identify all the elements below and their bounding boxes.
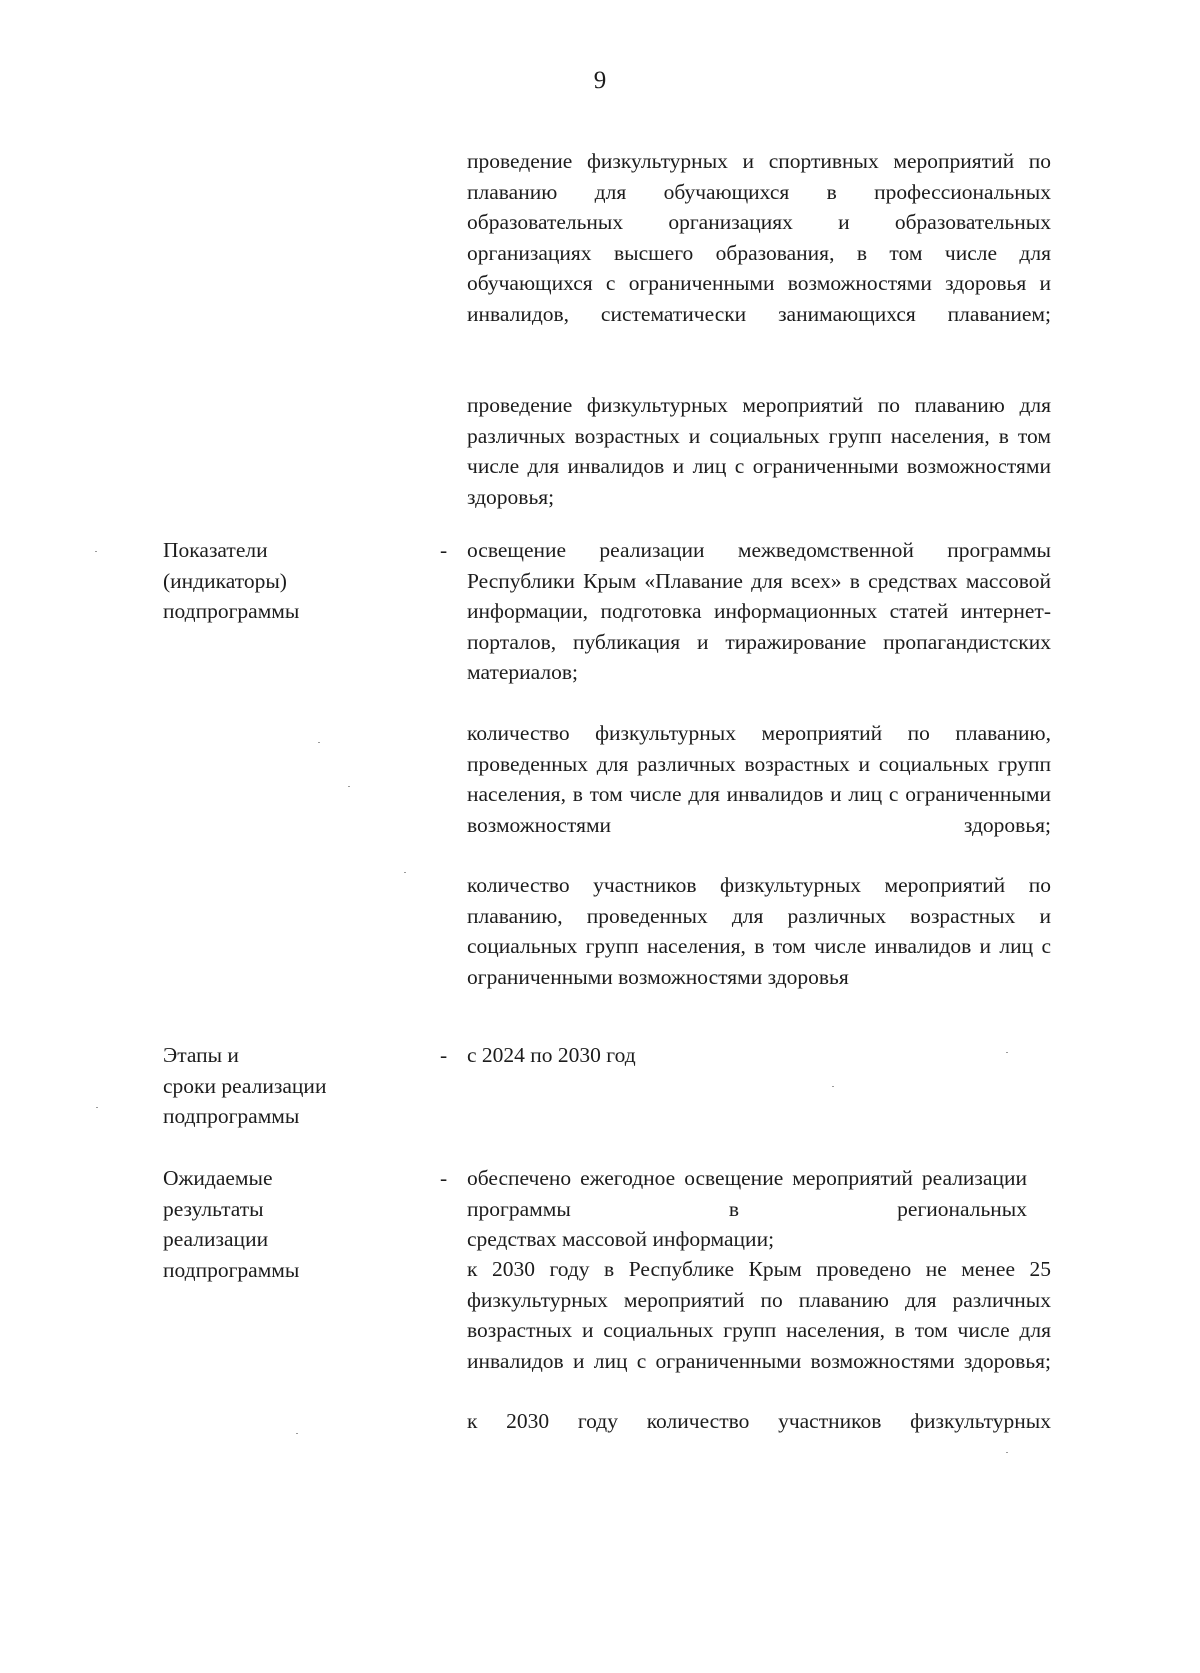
paragraph-annual-coverage: обеспечено ежегодное освещение мероприятий реализации программы в региональных xyxy=(467,1166,1027,1221)
term-line: Показатели xyxy=(163,538,268,562)
page-number: 9 xyxy=(593,67,607,94)
paragraph-participants-count: количество участников физкультурных мероприятий по плаванию, проведенных для различных возрастных и социальных групп населения, в том числе инвалидов и лиц с ограниченными возможностями здоровья xyxy=(467,873,1051,989)
scan-speck xyxy=(404,872,406,873)
scan-speck xyxy=(1006,1452,1008,1453)
scan-speck xyxy=(95,551,97,552)
term-expected-results xyxy=(163,1163,413,1285)
item-dash: - xyxy=(440,1166,448,1190)
scan-speck xyxy=(318,742,320,743)
term-line: (индикаторы) xyxy=(163,568,287,593)
term-line: сроки реализации xyxy=(163,1073,327,1098)
paragraph-events-2030: к 2030 году в Республике Крым проведено не менее 25 физкультурных мероприятий по плаванию для различных возрастных и социальных групп населения, в том числе для инвалидов и лиц с ограниченными возможностями здоровья; xyxy=(467,1257,1051,1373)
scan-speck xyxy=(296,1433,298,1434)
scan-speck xyxy=(832,1086,834,1087)
term-line: Этапы и xyxy=(163,1043,239,1067)
term-line: подпрограммы xyxy=(163,1104,300,1128)
term-line: реализации xyxy=(163,1227,269,1251)
paragraph-annual-coverage-cont: средствах массовой информации; xyxy=(467,1227,775,1251)
item-dash: - xyxy=(440,538,448,562)
term-stages xyxy=(163,1040,413,1132)
term-line: результаты xyxy=(163,1196,264,1221)
scan-speck xyxy=(1006,1052,1008,1053)
paragraph-sports-events-population: проведение физкультурных мероприятий по плаванию для различных возрастных и социальных групп населения, в том числе для инвалидов и лиц с ограниченными возможностями здоровья; xyxy=(467,393,1051,509)
term-line: подпрограммы xyxy=(163,599,300,623)
paragraph-media-coverage: освещение реализации межведомственной программы Республики Крым «Плавание для всех» в средствах массовой информации, подготовка информационных статей интернет- порталов, публикация и тиражирование пропагандистских материалов; xyxy=(467,538,1051,684)
term-line: Ожидаемые xyxy=(163,1166,273,1190)
item-dash: - xyxy=(440,1043,448,1067)
paragraph-period: с 2024 по 2030 год xyxy=(467,1043,636,1067)
paragraph-events-count: количество физкультурных мероприятий по плаванию, проведенных для различных возрастных и социальных групп населения, в том числе для инвалидов и лиц с ограниченными возможностями здоровья; xyxy=(467,721,1051,837)
paragraph-participants-2030: к 2030 году количество участников физкультурных xyxy=(467,1409,1051,1433)
paragraph-sports-events-students: проведение физкультурных и спортивных мероприятий по плаванию для обучающихся в профессиональных образовательных организациях и образовательных организациях высшего образования, в том числе для обучающихся с ограниченными возможностями здоровья и инвалидов, систематически занимающихся плаванием; xyxy=(467,149,1051,326)
scan-speck xyxy=(348,786,350,787)
term-indicators xyxy=(163,535,413,627)
term-line: подпрограммы xyxy=(163,1257,300,1282)
scan-speck xyxy=(96,1107,98,1108)
